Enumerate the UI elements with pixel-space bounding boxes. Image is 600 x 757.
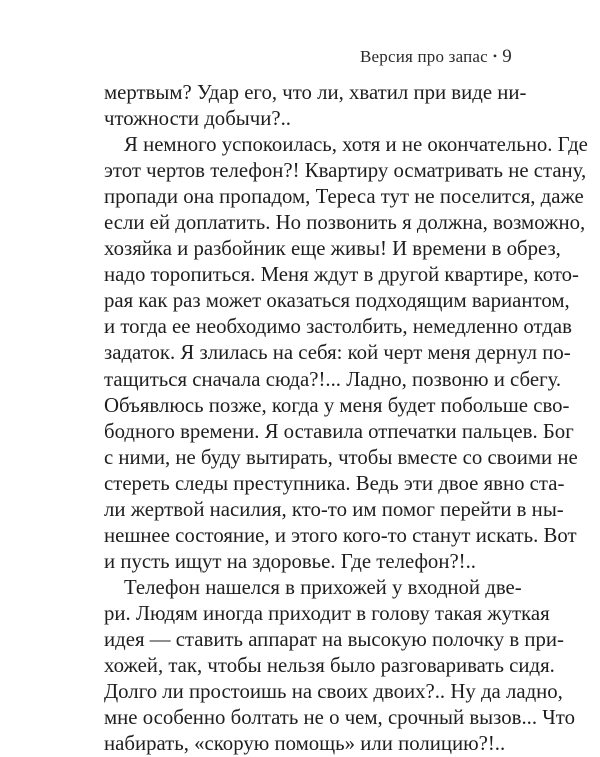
text-line: и пусть ищут на здоровье. Где телефон?!.. [104, 549, 477, 573]
text-line: этот чертов телефон?! Квартиру осматривать не стану, [104, 159, 587, 183]
text-line: Объявлюсь позже, когда у меня будет побольше сво- [104, 393, 570, 417]
text-line: мертвым? Удар его, что ли, хватил при виде ни- [104, 81, 527, 104]
text-line: Я немного успокоилась, хотя и не окончательно. Где [124, 133, 588, 157]
running-header [360, 46, 512, 68]
text-line: если ей доплатить. Но позвонить я должна, возможно, [104, 211, 586, 235]
text-line: задаток. Я злилась на себя: кой черт меня дернул по- [104, 341, 571, 365]
text-line: Телефон нашелся в прихожей у входной две- [124, 575, 522, 599]
text-line: и тогда ее необходимо застолбить, немедленно отдав [104, 315, 572, 339]
text-line: набирать, «скорую помощь» или полицию?!.. [104, 732, 506, 756]
text-line: хозяйка и разбойник еще живы! И времени в обрез, [104, 237, 561, 261]
text-line: чтожности добычи?.. [104, 107, 291, 131]
text-line: мне особенно болтать не о чем, срочный вызов... Что [104, 706, 575, 730]
text-line: тащиться сначала сюда?!... Ладно, позвоню и сбегу. [104, 367, 562, 391]
text-line: с ними, не буду вытирать, чтобы вместе со своими не [104, 445, 578, 469]
text-line: бодного времени. Я оставила отпечатки пальцев. Бог [104, 419, 574, 443]
text-line: ри. Людям иногда приходит в голову такая жуткая [104, 601, 550, 625]
text-line: идея — ставить аппарат на высокую полочку в при- [104, 627, 564, 651]
text-line: стереть следы преступника. Ведь эти двое явно ста- [104, 471, 565, 495]
running-title: Версия про запас [360, 47, 488, 66]
text-line: пропади она пропадом, Тереса тут не поселится, даже [104, 185, 584, 209]
text-line: рая как раз может оказаться подходящим вариантом, [104, 289, 570, 313]
body-text [104, 80, 588, 757]
text-line: надо торопиться. Меня ждут в другой квартире, кото- [104, 263, 579, 287]
text-line: хожей, так, чтобы нельзя было разговаривать сидя. [104, 654, 555, 678]
page-number: 9 [502, 46, 512, 67]
text-line: ли жертвой насилия, кто-то им помог перейти в ны- [104, 497, 564, 521]
text-line: Долго ли простоишь на своих двоих?.. Ну да ладно, [104, 680, 563, 704]
text-line: нешнее состояние, и этого кого-то станут искать. Вот [104, 523, 577, 547]
header-separator: • [492, 49, 498, 63]
